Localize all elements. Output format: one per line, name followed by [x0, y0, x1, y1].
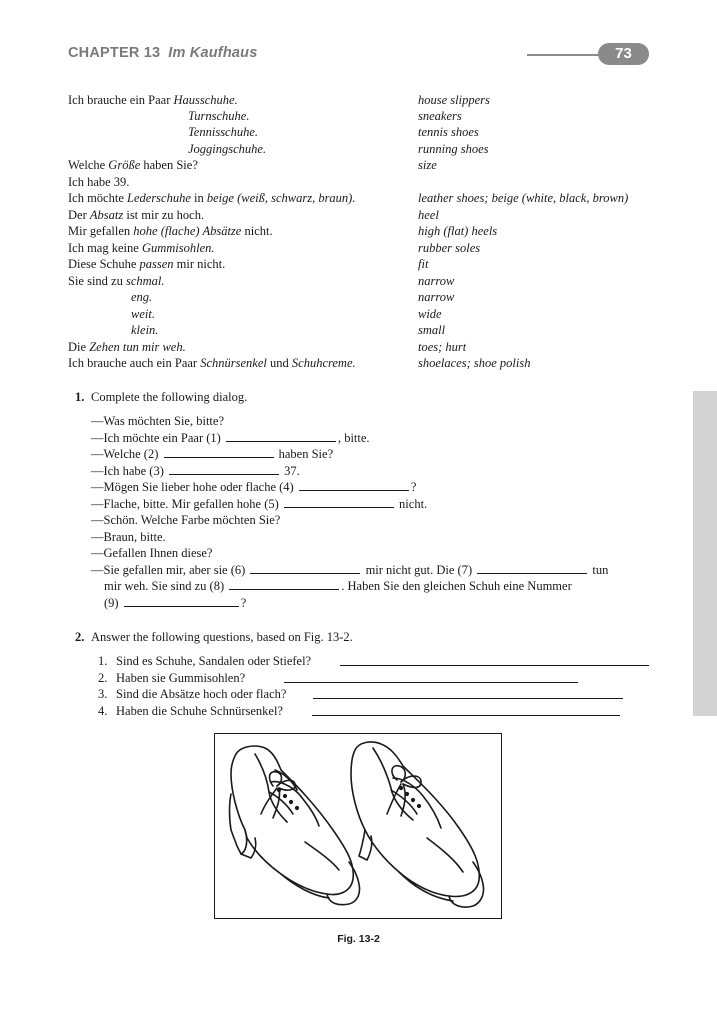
answer-line[interactable]	[284, 682, 578, 683]
vocab-german-segment: Schuhcreme.	[291, 356, 356, 370]
vocab-german	[131, 289, 152, 305]
vocab-german-segment: Welche	[68, 158, 109, 172]
exercise-2-prompt: Answer the following questions, based on Fig. 13-2.	[91, 630, 353, 644]
dialog-text: , bitte.	[337, 431, 370, 445]
vocab-german-segment: Lederschuhe	[127, 191, 191, 205]
vocab-german-segment: Turnschuhe.	[188, 109, 250, 123]
question-number: 2.	[98, 671, 108, 685]
vocab-english: sneakers	[418, 109, 462, 123]
answer-line[interactable]	[340, 665, 649, 666]
vocab-german	[68, 207, 204, 223]
dialog-line	[91, 463, 300, 479]
vocab-german	[131, 306, 155, 322]
question-item	[98, 670, 245, 686]
vocab-german-segment: passen	[139, 257, 174, 271]
dialog-text: —Was möchten Sie, bitte?	[91, 414, 224, 428]
vocab-row	[0, 141, 717, 157]
vocab-row	[0, 190, 717, 206]
vocab-german-segment: haben Sie?	[140, 158, 198, 172]
chapter-title: Im Kaufhaus	[168, 45, 258, 61]
vocab-row	[0, 256, 717, 272]
dialog-text: —Ich habe (3)	[91, 464, 168, 478]
vocab-german-segment: schmal.	[125, 274, 165, 288]
figure-caption: Fig. 13-2	[337, 933, 380, 945]
dialog-text: —Ich möchte ein Paar (1)	[91, 431, 224, 445]
exercise-1-heading	[75, 389, 247, 405]
vocab-row	[0, 207, 717, 223]
vocab-english: rubber soles	[418, 241, 481, 255]
vocab-german	[68, 240, 215, 256]
vocab-row	[0, 289, 717, 305]
chapter-side-tab	[693, 391, 717, 716]
dialog-line	[91, 562, 608, 578]
dialog-text: —Gefallen Ihnen diese?	[91, 546, 213, 560]
dialog-line	[91, 529, 166, 545]
chapter-number: CHAPTER 13	[68, 45, 161, 61]
vocab-german-segment: Die	[68, 340, 90, 354]
vocab-german-segment: ist mir zu hoch.	[123, 208, 205, 222]
answer-line[interactable]	[312, 715, 620, 716]
question-number: 1.	[98, 654, 108, 668]
vocab-german	[68, 92, 238, 108]
question-item	[98, 653, 311, 669]
dialog-line	[91, 479, 416, 495]
vocab-german-segment: Gummisohlen.	[141, 241, 215, 255]
vocab-english: running shoes	[418, 142, 489, 156]
vocab-row	[0, 322, 717, 338]
vocab-english: fit	[418, 257, 429, 271]
question-item	[98, 686, 286, 702]
vocab-german-segment: Größe	[108, 158, 141, 172]
vocab-german	[68, 256, 225, 272]
vocab-german-segment: nicht.	[241, 224, 273, 238]
question-number: 4.	[98, 704, 108, 718]
vocab-german-segment: Zehen tun mir weh.	[89, 340, 186, 354]
vocab-row	[0, 273, 717, 289]
exercise-1-number: 1.	[75, 390, 85, 404]
vocab-row	[0, 339, 717, 355]
vocab-row	[0, 108, 717, 124]
chapter-heading	[68, 45, 257, 61]
dialog-text: nicht.	[395, 497, 428, 511]
dialog-line	[104, 578, 572, 594]
vocab-german-segment: beige (weiß, schwarz, braun).	[206, 191, 356, 205]
dialog-text: —Mögen Sie lieber hohe oder flache (4)	[91, 480, 297, 494]
vocab-english: shoelaces; shoe polish	[418, 356, 531, 370]
vocab-english: narrow	[418, 274, 455, 288]
dialog-text: —Welche (2)	[91, 447, 162, 461]
answer-blank[interactable]	[284, 496, 394, 508]
answer-blank[interactable]	[229, 578, 339, 590]
dialog-text: tun	[589, 563, 609, 577]
dialog-text: —Sie gefallen mir, aber sie (6)	[91, 563, 249, 577]
vocab-english: high (flat) heels	[418, 224, 498, 238]
answer-blank[interactable]	[250, 562, 360, 574]
vocab-english: size	[418, 158, 437, 172]
vocab-german	[188, 108, 249, 124]
vocab-german-segment: Ich brauche auch ein Paar	[68, 356, 201, 370]
vocab-german-segment: Schnürsenkel	[200, 356, 267, 370]
answer-blank[interactable]	[124, 595, 239, 607]
vocab-german-segment: weit.	[131, 307, 155, 321]
exercise-2-heading	[75, 629, 353, 645]
vocab-english: narrow	[418, 290, 455, 304]
vocab-english: toes; hurt	[418, 340, 467, 354]
vocab-german	[188, 141, 266, 157]
vocab-row	[0, 174, 717, 190]
vocab-row	[0, 92, 717, 108]
dialog-text: ?	[240, 596, 247, 610]
question-number: 3.	[98, 687, 108, 701]
vocab-row	[0, 240, 717, 256]
dialog-text: —Schön. Welche Farbe möchten Sie?	[91, 513, 281, 527]
vocab-english: tennis shoes	[418, 125, 479, 139]
dialog-line	[104, 595, 246, 611]
vocab-german-segment: Sie sind zu	[68, 274, 126, 288]
dialog-line	[91, 545, 212, 561]
vocab-row	[0, 157, 717, 173]
vocab-german-segment: Absatz	[89, 208, 124, 222]
answer-blank[interactable]	[169, 463, 279, 475]
vocab-german-segment: Ich habe 39.	[68, 175, 130, 189]
vocab-german-segment: Tennisschuhe.	[188, 125, 259, 139]
shoes-figure	[214, 733, 502, 919]
dialog-line	[91, 413, 224, 429]
vocab-german	[188, 124, 258, 140]
header-rule	[527, 54, 607, 56]
dialog-line	[91, 496, 427, 512]
vocab-german-segment: in	[190, 191, 207, 205]
vocab-german-segment: Ich brauche ein Paar	[68, 93, 174, 107]
dialog-line	[91, 512, 280, 528]
page-number-badge: 73	[598, 43, 649, 65]
answer-line[interactable]	[313, 698, 623, 699]
vocab-german	[68, 355, 356, 371]
dialog-line	[91, 446, 333, 462]
vocab-row	[0, 124, 717, 140]
dialog-line	[91, 430, 370, 446]
vocab-german-segment: Ich möchte	[68, 191, 128, 205]
answer-blank[interactable]	[226, 430, 336, 442]
vocab-german-segment: eng.	[131, 290, 153, 304]
vocab-german-segment: Diese Schuhe	[68, 257, 140, 271]
vocab-german	[68, 339, 186, 355]
vocab-german-segment: Ich mag keine	[68, 241, 142, 255]
dialog-text: mir weh. Sie sind zu (8)	[104, 579, 228, 593]
question-text: Sind die Absätze hoch oder flach?	[116, 687, 287, 701]
vocab-german	[68, 190, 355, 206]
vocab-german	[68, 157, 198, 173]
question-text: Haben die Schuhe Schnürsenkel?	[116, 704, 283, 718]
vocab-german-segment: und	[266, 356, 292, 370]
vocab-german-segment: Hausschuhe.	[173, 93, 238, 107]
exercise-1-prompt: Complete the following dialog.	[91, 390, 248, 404]
vocab-german	[68, 223, 273, 239]
dialog-text: ?	[410, 480, 417, 494]
vocab-german-segment: Joggingschuhe.	[188, 142, 267, 156]
dialog-text: —Braun, bitte.	[91, 530, 166, 544]
dialog-text: 37.	[281, 464, 300, 478]
answer-blank[interactable]	[164, 446, 274, 458]
answer-blank[interactable]	[477, 562, 587, 574]
answer-blank[interactable]	[299, 479, 409, 491]
vocab-german-segment: Mir gefallen	[68, 224, 134, 238]
vocab-german-segment: klein.	[131, 323, 159, 337]
dialog-text: haben Sie?	[275, 447, 334, 461]
dialog-text: . Haben Sie den gleichen Schuh eine Nummer	[341, 579, 572, 593]
vocab-english: small	[418, 323, 446, 337]
vocab-row	[0, 223, 717, 239]
vocab-german-segment: mir nicht.	[173, 257, 226, 271]
vocab-english: heel	[418, 208, 439, 222]
vocab-german	[131, 322, 158, 338]
question-item	[98, 703, 283, 719]
vocab-english: wide	[418, 307, 442, 321]
vocab-german	[68, 174, 129, 190]
dialog-text: —Flache, bitte. Mir gefallen hohe (5)	[91, 497, 282, 511]
dialog-text: (9)	[104, 596, 122, 610]
dialog-text: mir nicht gut. Die (7)	[362, 563, 476, 577]
vocab-english: house slippers	[418, 93, 490, 107]
shoes-illustration	[215, 734, 501, 918]
vocab-english: leather shoes; beige (white, black, brown)	[418, 191, 629, 205]
vocab-row	[0, 355, 717, 371]
question-text: Sind es Schuhe, Sandalen oder Stiefel?	[116, 654, 312, 668]
vocab-row	[0, 306, 717, 322]
vocab-german-segment: hohe (flache) Absätze	[133, 224, 242, 238]
right-shoe-drawing	[351, 742, 484, 907]
vocab-german-segment: Der	[68, 208, 90, 222]
left-shoe-drawing	[230, 746, 360, 905]
vocab-german	[68, 273, 165, 289]
exercise-2-number: 2.	[75, 630, 85, 644]
question-text: Haben sie Gummisohlen?	[116, 671, 246, 685]
